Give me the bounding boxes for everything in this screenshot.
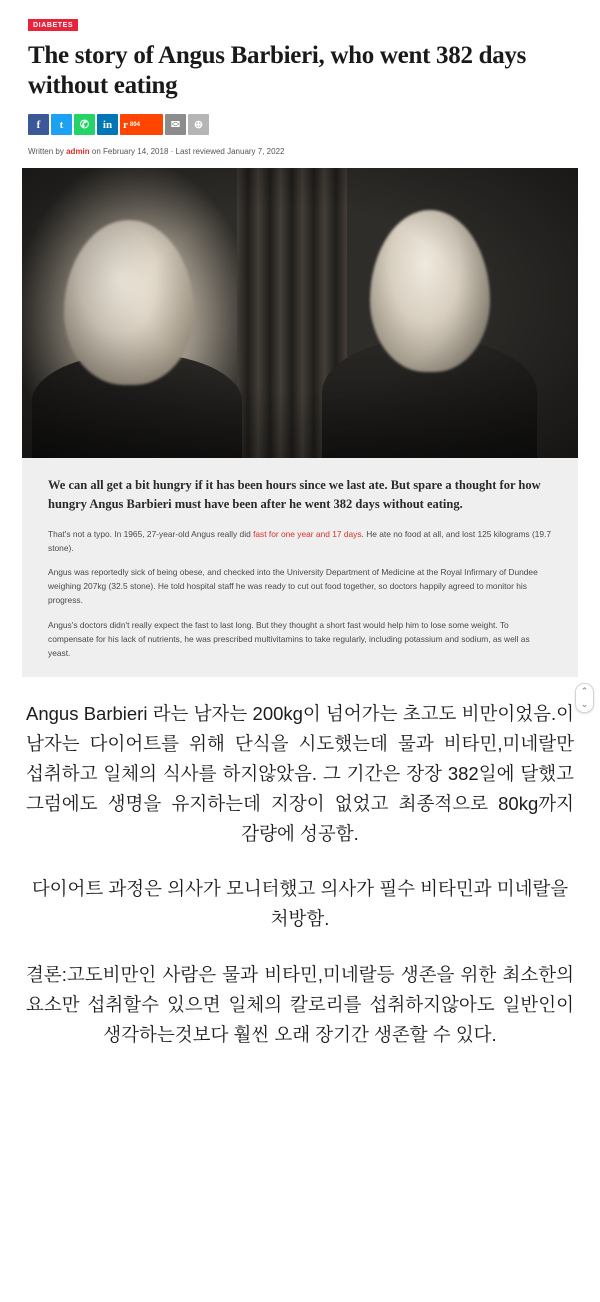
commentary-paragraph-1: Angus Barbieri 라는 남자는 200kg이 넘어가는 초고도 비만이었음.이 남자는 다이어트를 위해 단식을 시도했는데 물과 비타민,미네랄만 섭취하고 일체의 식사를 하지않았음. 그 기간은 장장 382일에 달했고 그럼에도 생명을 유지하는데 지장이 없었고 최종적으로 80kg까지 감량에 성공함.	[26, 702, 574, 844]
byline-prefix: Written by	[28, 147, 64, 156]
scroll-controls[interactable]	[575, 683, 594, 713]
intro-paragraph-1	[48, 528, 552, 556]
share-reddit-icon: r	[123, 118, 128, 131]
scroll-up-icon[interactable]: ⌃	[580, 686, 589, 696]
hero-vignette	[22, 168, 578, 458]
category-badge[interactable]: DIABETES	[28, 19, 78, 31]
intro-p1-after: . He ate no food at all, and lost 125 kilograms (19.7 stone).	[48, 528, 552, 553]
intro-paragraph-2: Angus was reportedly sick of being obese, and checked into the University Department of Medicine at the Royal Infirmary of Dundee weighing 207kg (32.5 stone). He told hospital staff he was ready to cut out food together, so doctors happily agreed to monitor his progress.	[48, 567, 538, 606]
scroll-down-icon[interactable]: ⌄	[580, 699, 589, 709]
share-reddit-button[interactable]	[120, 114, 163, 135]
hero-photo	[22, 168, 578, 458]
share-twitter-icon[interactable]: t	[51, 114, 72, 135]
page-title: The story of Angus Barbieri, who went 382 days without eating	[28, 42, 527, 99]
share-whatsapp-icon[interactable]: ✆	[74, 114, 95, 135]
intro-lead: We can all get a bit hungry if it has been hours since we last ate. But spare a thought for how hungry Angus Barbieri must have been after he went 382 days without eating.	[48, 478, 541, 512]
intro-p1-before: That's not a typo. In 1965, 27-year-old Angus really did	[48, 528, 254, 539]
commentary-paragraph-3: 결론:고도비만인 사람은 물과 비타민,미네랄등 생존을 위한 최소한의 요소만 섭취할수 있으면 일체의 칼로리를 섭취하지않아도 일반인이 생각하는것보다 훨씬 오래 장기간 생존할 수 있다.	[26, 964, 574, 1046]
intro-paragraph-3: Angus's doctors didn't really expect the fast to last long. But they thought a short fast would help him to lose some weight. To compensate for his lack of nutrients, he was prescribed multivitamins to take regularly, including potassium and sodium, as well as yeast.	[48, 620, 530, 658]
share-reddit-count: 804	[129, 121, 140, 128]
share-facebook-icon[interactable]: f	[28, 114, 49, 135]
article-header	[0, 0, 600, 164]
fast-duration-link[interactable]: fast for one year and 17 days	[253, 528, 362, 539]
byline-rest: on February 14, 2018 · Last reviewed January 7, 2022	[91, 147, 285, 156]
share-more-icon[interactable]: ⊕	[188, 114, 209, 135]
byline	[28, 147, 572, 164]
article-intro	[22, 458, 578, 677]
share-linkedin-icon[interactable]: in	[97, 114, 118, 135]
byline-author[interactable]: admin	[66, 147, 90, 156]
commentary-paragraph-2: 다이어트 과정은 의사가 모니터했고 의사가 필수 비타민과 미네랄을 처방함.	[31, 878, 569, 930]
commentary-section	[0, 677, 600, 1077]
share-email-icon[interactable]: ✉	[165, 114, 186, 135]
share-bar	[28, 114, 572, 135]
